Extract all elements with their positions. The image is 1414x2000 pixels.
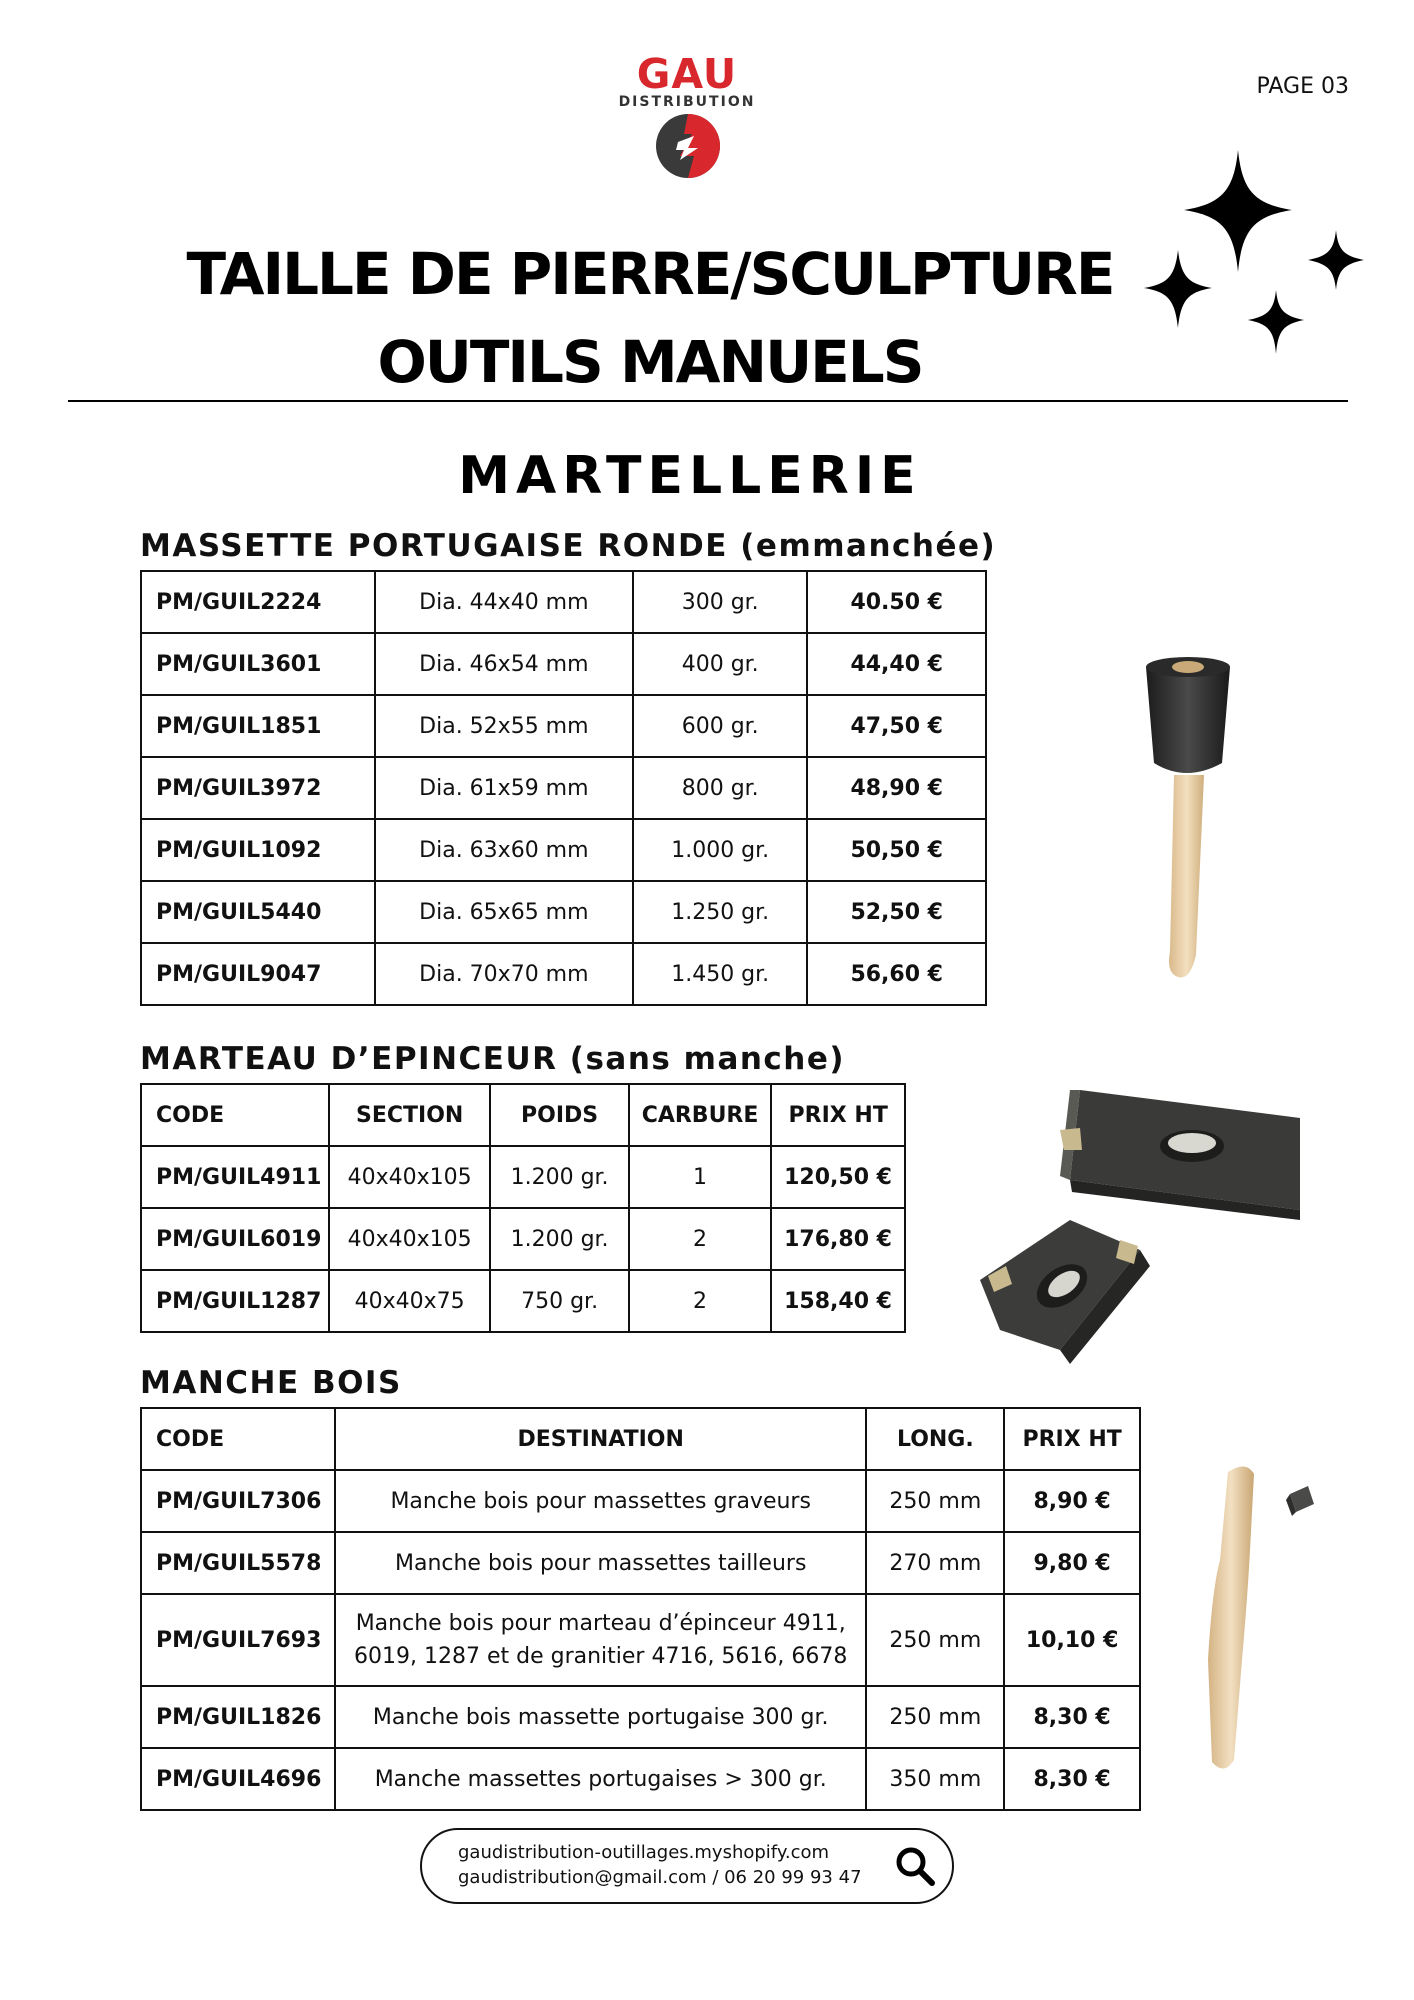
product-code-cell: PM/GUIL6019 (141, 1208, 329, 1270)
massette-heading: MASSETTE PORTUGAISE RONDE (emmanchée) (140, 528, 997, 564)
logo-wordmark: GAU (636, 50, 738, 98)
table-row (141, 881, 986, 943)
price-cell: 48,90 € (807, 757, 986, 819)
destination-line: Manche bois pour massettes graveurs (390, 1488, 811, 1514)
marteau-heading: MARTEAU D’EPINCEUR (sans manche) (140, 1041, 846, 1077)
price-cell: 50,50 € (807, 819, 986, 881)
column-header: CODE (141, 1084, 329, 1146)
destination-cell (335, 1470, 867, 1532)
table-row (141, 1594, 1140, 1686)
product-code-cell: PM/GUIL9047 (141, 943, 375, 1005)
product-code-cell: PM/GUIL2224 (141, 571, 375, 633)
column-header: PRIX HT (771, 1084, 905, 1146)
page-title-line1: TAILLE DE PIERRE/SCULPTURE (186, 240, 1114, 308)
price-cell: 52,50 € (807, 881, 986, 943)
table-row (141, 571, 986, 633)
price-cell: 9,80 € (1004, 1532, 1140, 1594)
price-cell: 8,30 € (1004, 1748, 1140, 1810)
weight-cell: 750 gr. (490, 1270, 628, 1332)
destination-line: Manche bois pour marteau d’épinceur 4911, (355, 1611, 846, 1636)
footer-contact-text: gaudistribution@gmail.com / 06 20 99 93 47 (458, 1867, 862, 1888)
column-header: LONG. (866, 1408, 1004, 1470)
price-cell: 176,80 € (771, 1208, 905, 1270)
table-row (141, 943, 986, 1005)
product-code-cell: PM/GUIL3601 (141, 633, 375, 695)
weight-cell: 1.200 gr. (490, 1146, 628, 1208)
dimension-cell: Dia. 46x54 mm (375, 633, 633, 695)
price-cell: 8,30 € (1004, 1686, 1140, 1748)
product-code-cell: PM/GUIL4696 (141, 1748, 335, 1810)
product-code-cell: PM/GUIL1092 (141, 819, 375, 881)
weight-cell: 400 gr. (633, 633, 808, 695)
table-row (141, 1686, 1140, 1748)
product-code-cell: PM/GUIL5440 (141, 881, 375, 943)
marteau-table (140, 1083, 906, 1333)
brand-logo (618, 52, 756, 184)
price-cell: 56,60 € (807, 943, 986, 1005)
destination-cell (335, 1532, 867, 1594)
section-cell: 40x40x105 (329, 1146, 491, 1208)
table-row (141, 1470, 1140, 1532)
dimension-cell: Dia. 52x55 mm (375, 695, 633, 757)
dimension-cell: Dia. 61x59 mm (375, 757, 633, 819)
table-row (141, 1270, 905, 1332)
footer-contact-pill (420, 1828, 954, 1904)
length-cell: 250 mm (866, 1594, 1004, 1686)
destination-cell (335, 1748, 867, 1810)
column-header: PRIX HT (1004, 1408, 1140, 1470)
product-code-cell: PM/GUIL1287 (141, 1270, 329, 1332)
column-header: CARBURE (629, 1084, 772, 1146)
destination-line: 6019, 1287 et de granitier 4716, 5616, 6678 (354, 1644, 848, 1669)
destination-cell (335, 1686, 867, 1748)
price-cell: 8,90 € (1004, 1470, 1140, 1532)
length-cell: 250 mm (866, 1686, 1004, 1748)
table-row (141, 1532, 1140, 1594)
product-code-cell: PM/GUIL7693 (141, 1594, 335, 1686)
weight-cell: 1.000 gr. (633, 819, 808, 881)
weight-cell: 1.200 gr. (490, 1208, 628, 1270)
price-cell: 10,10 € (1004, 1594, 1140, 1686)
length-cell: 350 mm (866, 1748, 1004, 1810)
product-code-cell: PM/GUIL4911 (141, 1146, 329, 1208)
table-row (141, 1748, 1140, 1810)
dimension-cell: Dia. 65x65 mm (375, 881, 633, 943)
column-header: CODE (141, 1408, 335, 1470)
table-row (141, 633, 986, 695)
manche-product-image (1190, 1460, 1330, 1780)
product-code-cell: PM/GUIL7306 (141, 1470, 335, 1532)
table-header-row (141, 1408, 1140, 1470)
column-header: POIDS (490, 1084, 628, 1146)
massette-table (140, 570, 987, 1006)
dimension-cell: Dia. 63x60 mm (375, 819, 633, 881)
column-header: DESTINATION (335, 1408, 867, 1470)
column-header: SECTION (329, 1084, 491, 1146)
price-cell: 44,40 € (807, 633, 986, 695)
massette-product-image (1130, 655, 1240, 985)
price-cell: 47,50 € (807, 695, 986, 757)
section-cell: 40x40x105 (329, 1208, 491, 1270)
weight-cell: 600 gr. (633, 695, 808, 757)
section-title: MARTELLERIE (458, 446, 922, 506)
dimension-cell: Dia. 70x70 mm (375, 943, 633, 1005)
price-cell: 120,50 € (771, 1146, 905, 1208)
product-code-cell: PM/GUIL1851 (141, 695, 375, 757)
manche-table (140, 1407, 1141, 1811)
table-row (141, 1146, 905, 1208)
carbide-cell: 1 (629, 1146, 772, 1208)
dimension-cell: Dia. 44x40 mm (375, 571, 633, 633)
product-code-cell: PM/GUIL1826 (141, 1686, 335, 1748)
price-cell: 158,40 € (771, 1270, 905, 1332)
length-cell: 270 mm (866, 1532, 1004, 1594)
product-code-cell: PM/GUIL5578 (141, 1532, 335, 1594)
carbide-cell: 2 (629, 1208, 772, 1270)
manche-heading: MANCHE BOIS (140, 1365, 402, 1401)
destination-cell (335, 1594, 867, 1686)
destination-line: Manche bois pour massettes tailleurs (394, 1550, 807, 1576)
table-row (141, 695, 986, 757)
table-row (141, 757, 986, 819)
footer-website-link[interactable]: gaudistribution-outillages.myshopify.com (458, 1842, 830, 1863)
table-row (141, 819, 986, 881)
weight-cell: 800 gr. (633, 757, 808, 819)
destination-line: Manche massettes portugaises > 300 gr. (374, 1766, 827, 1792)
weight-cell: 1.250 gr. (633, 881, 808, 943)
marteau-product-image (960, 1080, 1310, 1370)
weight-cell: 1.450 gr. (633, 943, 808, 1005)
weight-cell: 300 gr. (633, 571, 808, 633)
logo-emblem-icon (654, 112, 722, 180)
header-divider (68, 400, 1348, 402)
table-row (141, 1208, 905, 1270)
product-code-cell: PM/GUIL3972 (141, 757, 375, 819)
destination-line: Manche bois massette portugaise 300 gr. (372, 1704, 829, 1730)
length-cell: 250 mm (866, 1470, 1004, 1532)
page-number: PAGE 03 (1256, 74, 1349, 99)
logo-subtitle: DISTRIBUTION (618, 94, 756, 110)
section-cell: 40x40x75 (329, 1270, 491, 1332)
search-icon[interactable] (894, 1845, 936, 1887)
carbide-cell: 2 (629, 1270, 772, 1332)
table-header-row (141, 1084, 905, 1146)
price-cell: 40.50 € (807, 571, 986, 633)
page-title-line2: OUTILS MANUELS (377, 328, 923, 396)
